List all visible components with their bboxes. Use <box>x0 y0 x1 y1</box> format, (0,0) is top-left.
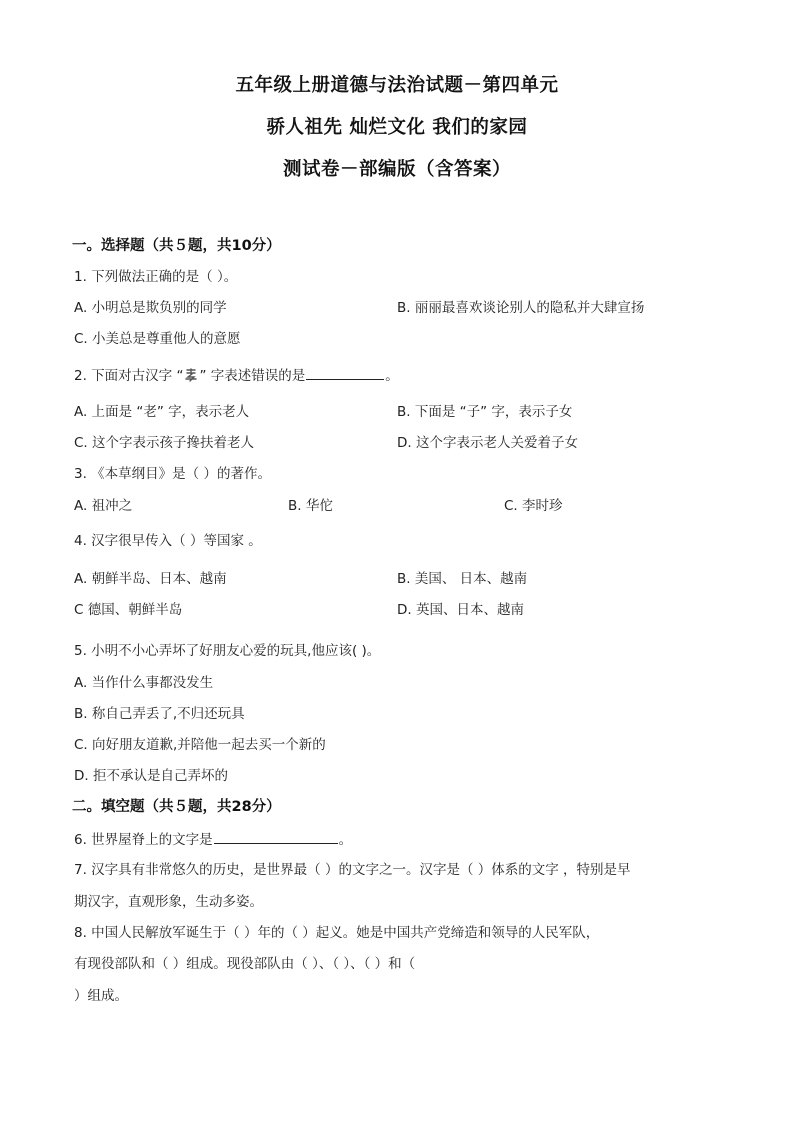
section-heading-choice: 一。选择题（共５题，共10分） <box>72 238 281 254</box>
question-2-stem-pre: 2. 下面对古汉字 “ <box>74 368 184 384</box>
question-3-stem: 3. 《本草纲目》是（ ）的著作。 <box>74 466 271 482</box>
question-3-option-a: A. 祖冲之 <box>74 498 133 514</box>
question-4-option-d: D. 英国、日本、越南 <box>397 602 524 618</box>
question-1-stem: 1. 下列做法正确的是（ ）。 <box>74 269 238 285</box>
question-7-line-2: 期汉字，直观形象，生动多姿。 <box>74 894 263 910</box>
question-4-option-a: A. 朝鲜半岛、日本、越南 <box>74 571 227 587</box>
question-6-stem: 6. 世界屋脊上的文字是 <box>74 832 213 848</box>
title-line-1: 五年级上册道德与法治试题－第四单元 <box>235 75 559 96</box>
question-5-option-d: D. 拒不承认是自己弄坏的 <box>74 768 228 784</box>
title-line-3: 测试卷－部编版（含答案） <box>282 159 511 180</box>
question-1-option-c: C. 小美总是尊重他人的意愿 <box>74 331 241 347</box>
question-8-line-2: 有现役部队和（ ）组成。现役部队由（ ）、（ ）、（ ）和（ <box>74 956 416 972</box>
question-2-option-c: C. 这个字表示孩子搀扶着老人 <box>74 435 255 451</box>
question-6 <box>74 828 352 848</box>
question-1-option-a: A. 小明总是欺负别的同学 <box>74 300 227 316</box>
question-6-answer-blank[interactable] <box>214 831 338 844</box>
question-4-option-c: C 德国、朝鲜半岛 <box>74 602 183 618</box>
question-7-line-1: 7. 汉字具有非常悠久的历史，是世界最（ ）的文字之一。汉字是（ ）体系的文字 ，特别是早 <box>74 862 631 878</box>
question-5-stem: 5. 小明不小心弄坏了好朋友心爱的玩具,他应该( )。 <box>74 643 381 659</box>
title-line-2: 骄人祖先 灿烂文化 我们的家园 <box>266 117 528 138</box>
question-6-end: 。 <box>338 832 353 848</box>
question-5-option-b: B. 称自己弄丢了,不归还玩具 <box>74 706 245 722</box>
question-3-option-b: B. 华佗 <box>288 498 333 514</box>
question-2-option-d: D. 这个字表示老人关爱着子女 <box>397 435 578 451</box>
question-2-answer-blank[interactable] <box>306 367 384 380</box>
ancient-character-icon <box>184 368 198 382</box>
question-3-option-c: C. 李时珍 <box>504 498 563 514</box>
question-4-option-b: B. 美国、 日本、越南 <box>397 571 528 587</box>
question-8-line-3: ）组成。 <box>74 988 128 1004</box>
question-4-stem: 4. 汉字很早传入（ ）等国家 。 <box>74 533 262 549</box>
question-2-option-a: A. 上面是 “老” 字，表示老人 <box>74 404 250 420</box>
question-5-option-c: C. 向好朋友道歉,并陪他一起去买一个新的 <box>74 737 326 753</box>
question-2-option-b: B. 下面是 “子” 字，表示子女 <box>397 404 573 420</box>
question-2-stem-post: ” 字表述错误的是 <box>199 368 306 384</box>
question-8-line-1: 8. 中国人民解放军诞生于（ ）年的（ ）起义。她是中国共产党缔造和领导的人民军队， <box>74 925 600 941</box>
question-1-option-b: B. 丽丽最喜欢谈论别人的隐私并大肆宣扬 <box>397 300 645 316</box>
question-5-option-a: A. 当作什么事都没发生 <box>74 675 214 691</box>
question-2-stem-end: 。 <box>385 368 399 384</box>
question-2-stem <box>74 364 399 384</box>
section-heading-fill: 二。填空题（共５题，共28分） <box>72 799 281 815</box>
